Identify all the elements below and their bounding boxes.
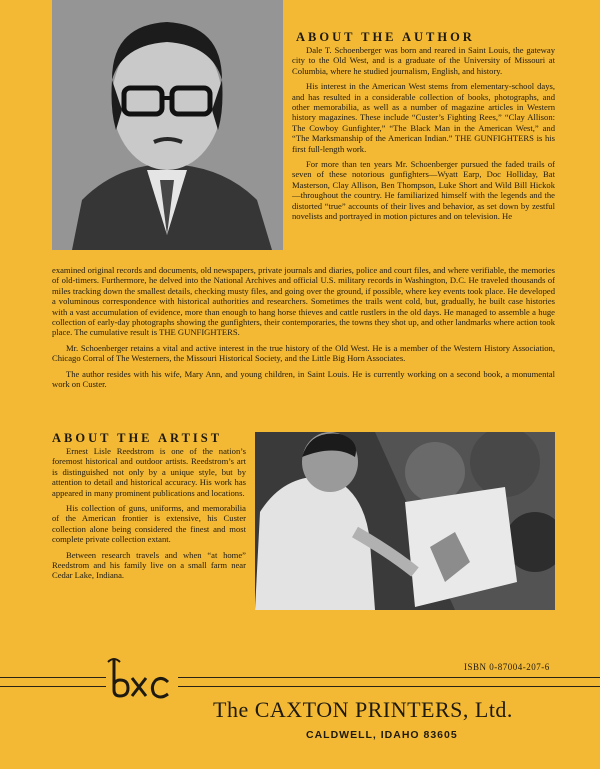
isbn-number: ISBN 0-87004-207-6 [464,662,550,672]
artist-text-column [52,446,246,586]
divider-right-upper [178,677,600,678]
author-text-wide [52,265,555,394]
divider-left-lower [0,686,106,687]
about-artist-heading: ABOUT THE ARTIST [52,431,223,445]
author-portrait-photo [52,0,283,250]
about-author-heading: ABOUT THE AUTHOR [296,30,475,44]
artist-paragraph-2: His collection of guns, uniforms, and memorabilia of the American frontier is extensive, his Custer collection alone being considered the finest and most complete private collection extant. [52,503,246,545]
author-text-column [292,45,555,222]
author-paragraph-5: The author resides with his wife, Mary Ann, and young children, in Saint Louis. He is currently working on a second book, a monumental work on Custer. [52,368,555,390]
artist-painting-photo [255,432,555,610]
author-paragraph-4: Mr. Schoenberger retains a vital and active interest in the true history of the Old West. He is a member of the Western History Association, Chicago Corral of The Westerners, the Missouri Historical Society, and the Little Big Horn Associates. [52,342,555,364]
divider-left-upper [0,677,106,678]
author-paragraph-3-continued: examined original records and documents, old newspapers, private journals and diaries, police and court files, and where verifiable, the memories of old-timers. Furthermore, he delved into the National Archives and official U.S. military records in Washington, D.C. He traveled thousands of miles tracking down the smallest details, checking musty files, and going over the ground, if possible, where key events took place. He developed a voluminous correspondence with historical authorities and researchers. Sometimes the trails went cold, but, gradually, he built case histories with a vast accumulation of evidence, more than enough to hang horse thieves and cattle rustlers in the old days. He managed to assemble a huge collection of early-day photographs showing the gunfighters, their contemporaries, the towns they shot up, and other landmarks where action took place. The cumulative result is THE GUNFIGHTERS. [52,265,555,338]
publisher-name: The CAXTON PRINTERS, Ltd. [213,697,513,722]
artist-paragraph-3: Between research travels and when “at home” Reedstrom and his family live on a small farm near Cedar Lake, Indiana. [52,549,246,581]
divider-right-lower [178,686,600,687]
author-paragraph-3-start: For more than ten years Mr. Schoenberger pursued the faded trails of seven of these notorious gunfighters—Wyatt Earp, Doc Holliday, Bat Masterson, Clay Allison, Ben Thompson, Luke Short and Wild Bill Hickok—throughout the country. He familiarized himself with the legends and the distorted “true” accounts of their lives and behavior, as set down by zestful novelists and portrayed in motion pictures and on television. He [292,159,555,222]
publisher-location: CALDWELL, IDAHO 83605 [306,729,458,741]
artist-paragraph-1: Ernest Lisle Reedstrom is one of the nation’s foremost historical and outdoor artists. Reedstrom’s art is distinguished not only by a unique style, but by attention to detail and historical accuracy. His work has appeared in many prominent publications and locations. [52,446,246,498]
author-paragraph-2: His interest in the American West stems from elementary-school days, and has resulted in a considerable collection of books, photographs, and other memorabilia, as well as a number of magazine articles in Western history magazines. These include “Custer’s Fighting Rees,” “Clay Allison: The Cowboy Gunfighter,” “The Black Man in the American West,” and “The Marksmanship of the American Indian.” THE GUNFIGHTERS is his first full-length work. [292,81,555,154]
author-paragraph-1: Dale T. Schoenberger was born and reared in Saint Louis, the gateway city to the Old West, and is a graduate of the University of Missouri at Columbia, where he studied journalism, English, and history. [292,45,555,76]
caxton-logo [104,654,176,702]
